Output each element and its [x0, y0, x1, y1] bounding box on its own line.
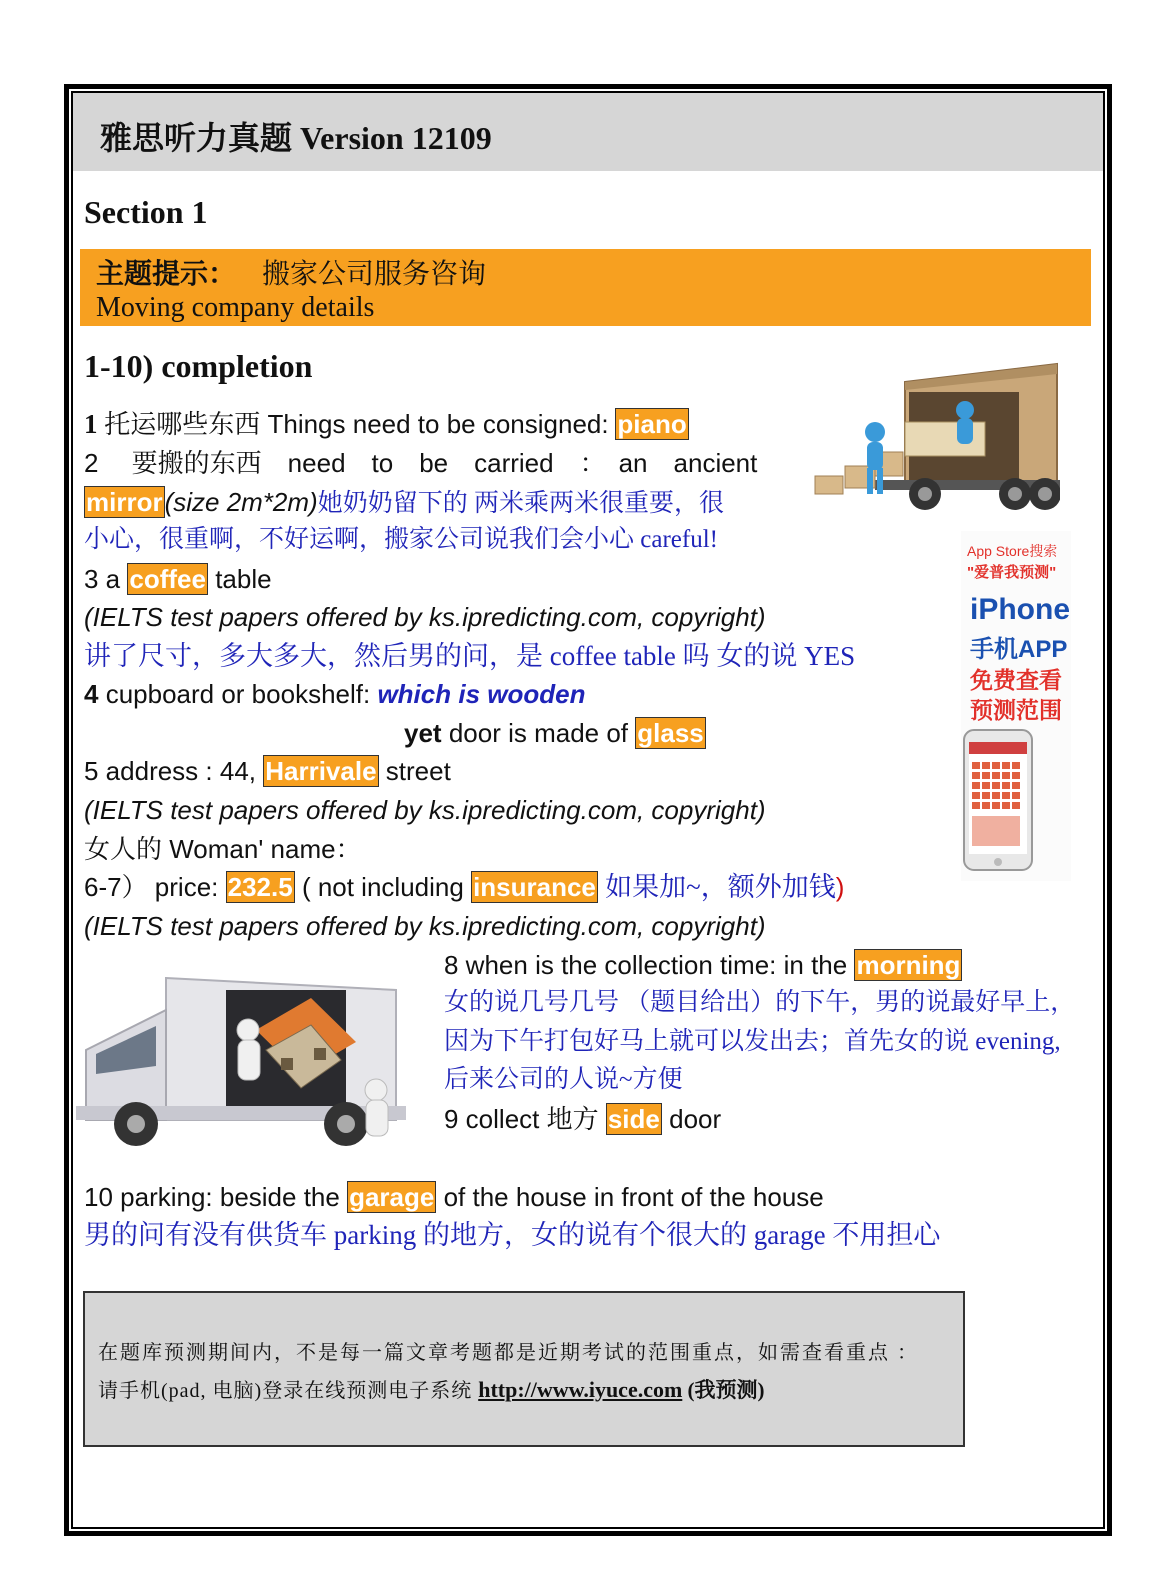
q10-post: of the house in front of the house — [443, 1182, 824, 1212]
completion-title: 1-10) completion — [84, 348, 313, 384]
q4-emphasis: which is wooden — [377, 679, 586, 709]
q2-line1: 2 要搬的东西 need to be carried ： an ancient — [84, 448, 758, 478]
question-4 — [84, 677, 585, 711]
page-title: 雅思听力真题 Version 12109 — [100, 120, 492, 156]
ad-iphone-text: iPhone — [970, 593, 1071, 626]
q3-post: table — [215, 564, 272, 594]
notice-line1: 在题库预测期间内，不是每一篇文章考题都是近期考试的范围重点，如需查看重点 ： — [98, 1342, 919, 1364]
topic-chinese: 搬家公司服务咨询 — [262, 259, 487, 290]
section-title: Section 1 — [84, 194, 208, 230]
notice-suffix: (我预测) — [682, 1378, 765, 1402]
phone-icon — [962, 728, 1040, 878]
q67-note: 如果加~，额外加钱 — [605, 872, 836, 902]
q67-mid: ( not including — [301, 872, 464, 902]
q4-text2: door is made of — [448, 718, 629, 748]
q5-name-line: 女人的 Woman' name： — [84, 834, 362, 864]
q67-answer-price: 232.5 — [227, 872, 293, 902]
q8-answer: morning — [856, 950, 961, 980]
q1-answer: piano — [617, 409, 687, 439]
q67-pre: 6-7） price: — [84, 872, 219, 902]
q3-answer: coffee — [129, 564, 206, 594]
ad-search-text: "爱普我预测" — [967, 564, 1057, 581]
copyright-1: (IELTS test papers offered by ks.ipredicting.com, copyright) — [84, 602, 766, 632]
question-5 — [84, 754, 451, 788]
q2-size: (size 2m*2m) — [164, 487, 318, 517]
topic-english: Moving company details — [96, 292, 375, 323]
moving-truck-illustration — [805, 362, 1060, 522]
q9-post: door — [669, 1104, 722, 1134]
ad-free-text: 免费查看 — [970, 667, 1062, 693]
q9-pre: 9 collect 地方 — [444, 1104, 599, 1134]
q4-yet: yet — [404, 718, 442, 748]
q4-text: cupboard or bookshelf: — [105, 679, 371, 709]
q10-answer: garage — [349, 1182, 435, 1212]
question-1 — [84, 407, 689, 441]
q5-answer: Harrivale — [265, 756, 377, 786]
notice-link[interactable]: http://www.iyuce.com — [478, 1377, 683, 1402]
q5-post: street — [385, 756, 451, 786]
q10-note: 男的问有没有供货车 parking 的地方，女的说有个很大的 garage 不用担心 — [84, 1220, 941, 1250]
q4-number: 4 — [84, 679, 99, 709]
q8-note3: 后来公司的人说~方便 — [444, 1066, 683, 1093]
moving-van-illustration — [76, 970, 424, 1160]
q8-note1: 女的说几号几号 （题目给出）的下午，男的说最好早上， — [444, 989, 1076, 1016]
q1-text: 托运哪些东西 Things need to be consigned: — [104, 409, 609, 439]
ad-store-text: App Store搜索 — [967, 543, 1058, 559]
ad-range-text: 预测范围 — [970, 697, 1062, 723]
q10-pre: 10 parking: beside the — [84, 1182, 340, 1212]
q3-pre: 3 a — [84, 564, 121, 594]
question-4-line2 — [404, 716, 706, 750]
q2-note1: 她奶奶留下的 两米乘两米很重要，很 — [317, 490, 724, 517]
copyright-2: (IELTS test papers offered by ks.ipredicting.com, copyright) — [84, 795, 766, 825]
question-2-answer-line — [84, 485, 724, 521]
q9-answer: side — [607, 1104, 660, 1134]
q8-text: 8 when is the collection time: in the — [444, 950, 848, 980]
notice-line2 — [98, 1374, 765, 1404]
ad-app-text: 手机APP — [970, 636, 1068, 663]
q67-answer-insurance: insurance — [473, 872, 596, 902]
notice-line2-text: 请手机(pad, 电脑)登录在线预测电子系统 — [98, 1380, 479, 1402]
q3-note: 讲了尺寸，多大多大，然后男的问，是 coffee table 吗 女的说 YES — [84, 641, 856, 671]
q2-answer: mirror — [86, 487, 163, 517]
q67-close: ) — [835, 872, 845, 902]
question-6-7 — [84, 870, 844, 904]
q8-note2: 因为下午打包好马上就可以发出去；首先女的说 evening, — [444, 1028, 1061, 1055]
q4-answer: glass — [637, 718, 704, 748]
question-8 — [444, 948, 962, 982]
q2-note2: 小心，很重啊，不好运啊，搬家公司说我们会小心 careful! — [84, 526, 718, 553]
question-3 — [84, 562, 272, 596]
q1-number: 1 — [84, 409, 98, 439]
notice-box — [83, 1291, 965, 1447]
question-9 — [444, 1102, 721, 1136]
question-10 — [84, 1180, 824, 1214]
copyright-3: (IELTS test papers offered by ks.ipredicting.com, copyright) — [84, 911, 766, 941]
q5-pre: 5 address : 44, — [84, 756, 256, 786]
topic-label: 主题提示： — [96, 259, 237, 290]
